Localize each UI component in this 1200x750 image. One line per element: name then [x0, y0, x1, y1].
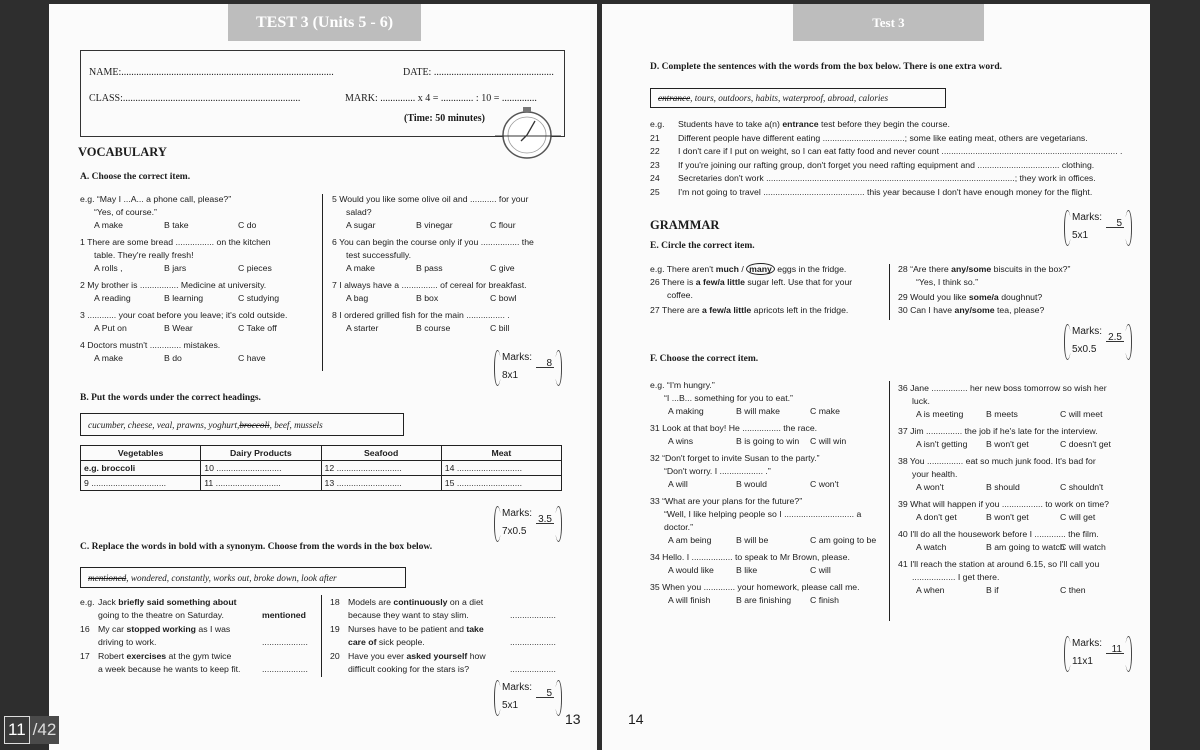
- question-text-cont: luck.: [912, 396, 930, 406]
- answer-option[interactable]: C will get: [1060, 512, 1096, 522]
- question-26-cont: coffee.: [667, 290, 693, 300]
- answer-option[interactable]: A starter: [346, 323, 379, 333]
- total-pages: /42: [30, 716, 60, 744]
- answer-option[interactable]: A making: [668, 406, 704, 416]
- column-divider: [322, 194, 323, 371]
- answer-option[interactable]: B course: [416, 323, 451, 333]
- section-a-instruction: A. Choose the correct item.: [80, 172, 191, 182]
- answer-option[interactable]: A watch: [916, 542, 947, 552]
- question-text-cont: “I ...B... something for you to eat.”: [664, 393, 793, 403]
- question-text-cont: “Don't worry. I .................. .”: [664, 466, 771, 476]
- table-cell[interactable]: 9 ...............................: [81, 476, 201, 491]
- table-cell[interactable]: 10 ...........................: [201, 461, 321, 476]
- section-f-instruction: F. Choose the correct item.: [650, 354, 759, 364]
- marks-box-b: Marks: 7x0.5 3.5: [494, 504, 564, 546]
- answer-option[interactable]: B Wear: [164, 323, 193, 333]
- fill-in-item: 25 I'm not going to travel .......................................... this year because I don't have enough money for the flight.: [650, 186, 1093, 197]
- section-e-instruction: E. Circle the correct item.: [650, 241, 755, 251]
- date-field[interactable]: DATE: ................................................: [403, 67, 554, 78]
- answer-blank[interactable]: ...................: [510, 664, 556, 674]
- answer-option[interactable]: B would: [736, 479, 767, 489]
- answer-option[interactable]: C have: [238, 353, 266, 363]
- question-text-cont: “Well, I like helping people so I ............................. a: [664, 509, 862, 519]
- question-text: 5 Would you like some olive oil and ........... for your: [332, 194, 529, 204]
- answer-option[interactable]: A don't get: [916, 512, 957, 522]
- question-text: 8 I ordered grilled fish for the main ................ .: [332, 310, 510, 320]
- answer-option[interactable]: C studying: [238, 293, 280, 303]
- example-item: e.g. Students have to take a(n) entrance test before they begin the course.: [650, 119, 950, 129]
- right-page: [602, 4, 1150, 750]
- question-text-cont: .................. I get there.: [912, 572, 1000, 582]
- fill-in-item: 24 Secretaries don't work .......................................................................................................; they work in offices.: [650, 173, 1096, 183]
- table-cell[interactable]: e.g. broccoli: [81, 461, 201, 476]
- answer-option[interactable]: B will be: [736, 535, 769, 545]
- answer-blank[interactable]: ...................: [510, 637, 556, 647]
- answer-option[interactable]: B pass: [416, 263, 443, 273]
- sentence-line-cont: a week because he wants to keep fit.: [98, 664, 241, 674]
- column-divider: [889, 264, 890, 320]
- answer-option[interactable]: A would like: [668, 565, 714, 575]
- answer-option[interactable]: A am being: [668, 535, 712, 545]
- answer-option[interactable]: A bag: [346, 293, 369, 303]
- question-e-example: e.g. There aren't much / many eggs in the fridge.: [650, 264, 847, 274]
- section-b-headings-table: [80, 445, 562, 491]
- answer-option[interactable]: B do: [164, 353, 182, 363]
- answer-option[interactable]: A won't: [916, 482, 944, 492]
- answer-option[interactable]: A is meeting: [916, 409, 964, 419]
- time-limit: (Time: 50 minutes): [404, 113, 485, 124]
- answer-option[interactable]: B meets: [986, 409, 1018, 419]
- question-text: 1 There are some bread ................ on the kitchen: [80, 237, 271, 247]
- question-text-cont: “Yes, of course.”: [94, 207, 157, 217]
- answer-option[interactable]: C flour: [490, 220, 516, 230]
- column-header: Dairy Products: [201, 446, 321, 461]
- item-number: 17: [80, 651, 90, 661]
- answer-option[interactable]: B learning: [164, 293, 204, 303]
- table-cell[interactable]: 15 ...........................: [441, 476, 561, 491]
- answer-option[interactable]: C will watch: [1060, 542, 1106, 552]
- answer-option[interactable]: B if: [986, 585, 999, 595]
- item-number: 20: [330, 651, 340, 661]
- item-number: 16: [80, 624, 90, 634]
- section-d-instruction: D. Complete the sentences with the words from the box below. There is one extra word.: [650, 62, 1002, 72]
- left-page: [49, 4, 597, 750]
- answer-option[interactable]: A rolls ,: [94, 263, 123, 273]
- table-cell[interactable]: 14 ...........................: [441, 461, 561, 476]
- question-text: 41 I'll reach the station at around 6.15, so I'll call you: [898, 559, 1100, 569]
- fill-in-item: 23 If you're joining our rafting group, don't forget you need rafting equipment and .................................. clothing.: [650, 159, 1095, 170]
- answer-option[interactable]: C will: [810, 565, 831, 575]
- column-divider: [321, 595, 322, 677]
- class-field[interactable]: CLASS:.......................................................................: [89, 93, 301, 104]
- answer-blank[interactable]: mentioned: [262, 610, 306, 620]
- answer-option[interactable]: C will meet: [1060, 409, 1103, 419]
- question-28: 28 “Are there any/some biscuits in the box?”: [898, 264, 1071, 274]
- section-b-instruction: B. Put the words under the correct headings.: [80, 393, 261, 403]
- answer-option[interactable]: A will finish: [668, 595, 711, 605]
- section-c-word-box: mentioned , wondered, constantly, works out, broke down, look after: [80, 567, 406, 588]
- question-text-cont: table. They're really fresh!: [94, 250, 194, 260]
- stopwatch-icon: [495, 105, 561, 161]
- vocabulary-heading: VOCABULARY: [78, 145, 167, 159]
- question-30: 30 Can I have any/some tea, please?: [898, 305, 1045, 315]
- question-text: 37 Jim ............... the job if he's late for the interview.: [898, 426, 1098, 436]
- answer-option[interactable]: C then: [1060, 585, 1086, 595]
- question-text: 34 Hello. I ................. to speak to Mr Brown, please.: [650, 552, 850, 562]
- answer-option[interactable]: B vinegar: [416, 220, 453, 230]
- marks-box-e: Marks: 5x0.5 2.5: [1064, 322, 1134, 364]
- answer-option[interactable]: C finish: [810, 595, 839, 605]
- table-cell[interactable]: 11 ...........................: [201, 476, 321, 491]
- section-c-instruction: C. Replace the words in bold with a synonym. Choose from the words in the box below.: [80, 542, 433, 552]
- answer-option[interactable]: C bill: [490, 323, 510, 333]
- column-header: Seafood: [321, 446, 441, 461]
- answer-option[interactable]: A sugar: [346, 220, 376, 230]
- answer-option[interactable]: C bowl: [490, 293, 517, 303]
- page-number: 14: [628, 711, 644, 727]
- answer-option[interactable]: B won't get: [986, 439, 1029, 449]
- question-28-cont: “Yes, I think so.”: [916, 277, 978, 287]
- table-row: [81, 461, 562, 476]
- answer-option[interactable]: A will: [668, 479, 688, 489]
- section-d-word-box: entrance , tours, outdoors, habits, waterproof, abroad, calories: [650, 88, 946, 108]
- answer-option[interactable]: A wins: [668, 436, 694, 446]
- question-text-cont: your health.: [912, 469, 958, 479]
- answer-option[interactable]: A make: [94, 353, 123, 363]
- answer-option[interactable]: C won't: [810, 479, 839, 489]
- question-text: 36 Jane ............... her new boss tomorrow so wish her: [898, 383, 1107, 393]
- sentence-line-cont: difficult cooking for the stars is?: [348, 664, 470, 674]
- question-text: e.g. “May I ...A... a phone call, please?”: [80, 194, 232, 204]
- answer-option[interactable]: B should: [986, 482, 1020, 492]
- answer-option[interactable]: B is going to win: [736, 436, 800, 446]
- sentence-line: Robert exercises at the gym twice: [98, 651, 232, 661]
- answer-option[interactable]: B am going to watch: [986, 542, 1065, 552]
- question-text-cont: doctor.”: [664, 522, 693, 532]
- test-title-band: Test 3: [793, 4, 984, 41]
- fill-in-item: 21 Different people have different eating ..................................; some like eating meat, others are vegetarians.: [650, 132, 1088, 143]
- answer-option[interactable]: C Take off: [238, 323, 277, 333]
- question-text: 3 ............ your coat before you leave; it's cold outside.: [80, 310, 288, 320]
- answer-option[interactable]: C will win: [810, 436, 847, 446]
- answer-option[interactable]: A reading: [94, 293, 131, 303]
- test-title-band: TEST 3 (Units 5 - 6): [228, 4, 421, 41]
- question-text: 32 “Don't forget to invite Susan to the party.”: [650, 453, 820, 463]
- column-divider: [889, 381, 890, 621]
- answer-option[interactable]: C am going to be: [810, 535, 877, 545]
- sentence-line: My car stopped working as I was: [98, 624, 231, 634]
- grammar-heading: GRAMMAR: [650, 218, 720, 232]
- answer-option[interactable]: A when: [916, 585, 945, 595]
- marks-box-d: Marks: 5x1 5: [1064, 208, 1134, 250]
- question-text: 31 Look at that boy! He ................ the race.: [650, 423, 818, 433]
- answer-blank[interactable]: ...................: [510, 610, 556, 620]
- sentence-line: Models are continuously on a diet: [348, 597, 484, 607]
- question-text-cont: test successfully.: [346, 250, 412, 260]
- marks-box-f: Marks: 11x1 11: [1064, 634, 1134, 676]
- question-text: 2 My brother is ................ Medicine at university.: [80, 280, 267, 290]
- marks-box-c: Marks: 5x1 5: [494, 678, 564, 720]
- sentence-line-cont: care of sick people.: [348, 637, 425, 647]
- question-text: 33 “What are your plans for the future?”: [650, 496, 803, 506]
- sentence-line-cont: driving to work.: [98, 637, 157, 647]
- answer-option[interactable]: B jars: [164, 263, 187, 273]
- mark-field[interactable]: MARK: .............. x 4 = ............. : 10 = ..............: [345, 93, 537, 104]
- question-text: 40 I'll do all the housework before I ............. the film.: [898, 529, 1099, 539]
- answer-option[interactable]: B will make: [736, 406, 780, 416]
- sentence-line-cont: going to the theatre on Saturday.: [98, 610, 224, 620]
- sentence-line: Jack briefly said something about: [98, 597, 237, 607]
- answer-option[interactable]: B like: [736, 565, 758, 575]
- current-page-input[interactable]: 11: [4, 716, 30, 744]
- sentence-line: Nurses have to be patient and take: [348, 624, 484, 634]
- page-counter: [4, 716, 59, 744]
- answer-option[interactable]: B are finishing: [736, 595, 792, 605]
- question-text: 6 You can begin the course only if you ................ the: [332, 237, 534, 247]
- question-text: 38 You ............... eat so much junk food. It's bad for: [898, 456, 1096, 466]
- fill-in-item: 22 I don't care if I put on weight, so I can eat fatty food and never count ......................................................................... .: [650, 146, 1123, 156]
- section-b-word-box: cucumber, cheese, veal, prawns, yoghurt, broccoli , beef, mussels: [80, 413, 404, 436]
- item-number: e.g.: [80, 597, 95, 607]
- page-number: 13: [565, 711, 581, 727]
- answer-option[interactable]: A make: [94, 220, 123, 230]
- answer-option[interactable]: C give: [490, 263, 515, 273]
- question-text: e.g. “I'm hungry.”: [650, 380, 715, 390]
- table-header-row: [81, 446, 562, 461]
- answer-option[interactable]: C do: [238, 220, 257, 230]
- question-text: 35 When you ............. your homework, please call me.: [650, 582, 860, 592]
- question-26: 26 There is a few/a little sugar left. Use that for your: [650, 277, 853, 287]
- sentence-line-cont: because they want to stay slim.: [348, 610, 469, 620]
- sentence-line: Have you ever asked yourself how: [348, 651, 486, 661]
- answer-option[interactable]: A make: [346, 263, 375, 273]
- item-number: 19: [330, 624, 340, 634]
- answer-option[interactable]: B box: [416, 293, 439, 303]
- table-cell[interactable]: 13 ...........................: [321, 476, 441, 491]
- answer-option[interactable]: C pieces: [238, 263, 272, 273]
- question-text-cont: salad?: [346, 207, 372, 217]
- name-field[interactable]: NAME:.....................................................................................: [89, 67, 334, 78]
- question-text: 4 Doctors mustn't ............. mistakes.: [80, 340, 221, 350]
- marks-box-a: Marks: 8x1 8: [494, 348, 564, 390]
- table-cell[interactable]: 12 ...........................: [321, 461, 441, 476]
- answer-blank[interactable]: ...................: [262, 637, 308, 647]
- item-number: 18: [330, 597, 340, 607]
- question-text: 7 I always have a ............... of cereal for breakfast.: [332, 280, 527, 290]
- question-29: 29 Would you like some/a doughnut?: [898, 292, 1043, 302]
- column-header: Vegetables: [81, 446, 201, 461]
- answer-option[interactable]: C make: [810, 406, 840, 416]
- column-header: Meat: [441, 446, 561, 461]
- answer-option[interactable]: C doesn't get: [1060, 439, 1111, 449]
- table-row: [81, 476, 562, 491]
- question-27: 27 There are a few/a little apricots left in the fridge.: [650, 305, 849, 315]
- answer-blank[interactable]: ...................: [262, 664, 308, 674]
- answer-option[interactable]: B won't get: [986, 512, 1029, 522]
- answer-option[interactable]: B take: [164, 220, 189, 230]
- question-text: 39 What will happen if you ................. to work on time?: [898, 499, 1110, 509]
- answer-option[interactable]: A Put on: [94, 323, 127, 333]
- answer-option[interactable]: A isn't getting: [916, 439, 968, 449]
- answer-option[interactable]: C shouldn't: [1060, 482, 1104, 492]
